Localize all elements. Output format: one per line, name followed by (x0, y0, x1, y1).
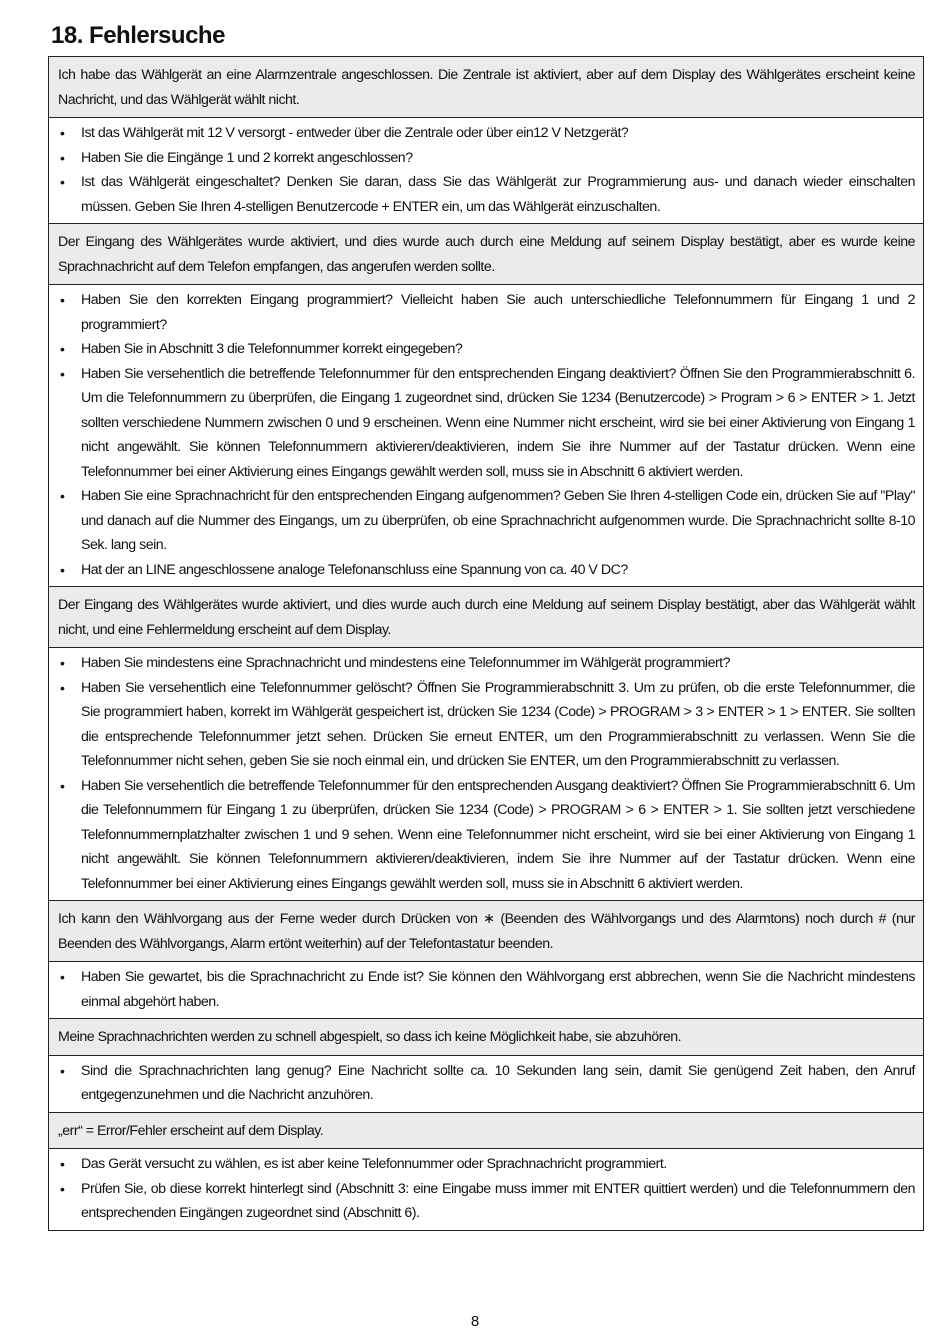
solution-list (58, 1059, 915, 1108)
solutions-row (49, 962, 923, 1019)
page-number: 8 (470, 1313, 480, 1330)
solution-item: • Hat der an LINE angeschlossene analoge Telefonanschluss eine Spannung von ca. 40 V DC? (58, 558, 915, 583)
problem-row: Ich kann den Wählvorgang aus der Ferne weder durch Drücken von ∗ (Beenden des Wählvorgangs und des Alarmtons) noch durch # (nur Beenden des Wählvorgangs, Alarm ertönt weiterhin) auf der Telefontastatur beenden. (49, 901, 923, 962)
solution-item: • Haben Sie gewartet, bis die Sprachnachricht zu Ende ist? Sie können den Wählvorgang erst abbrechen, wenn Sie die Nachricht mindestens einmal abgehört haben. (58, 965, 915, 1014)
solutions-row (49, 1056, 923, 1113)
solution-item: • Haben Sie versehentlich eine Telefonnummer gelöscht? Öffnen Sie Programmierabschnitt 3. Um zu prüfen, ob die erste Telefonnummer, die Sie programmiert haben, korrekt im Wählgerät gespeichert ist, drücken Sie 1234 (Code) > PROGRAM > 3 > ENTER > 1 > ENTER. Sie sollten die entsprechende Telefonnummer jetzt sehen. Drücken Sie erneut ENTER, um den Programmierabschnitt zu verlassen. Wenn Sie die Telefonnummer nicht sehen, geben Sie sie noch einmal ein, und drücken Sie ENTER, um den Programmierabschnitt zu verlassen. (58, 676, 915, 774)
solution-list (58, 1152, 915, 1226)
solution-item: • Ist das Wählgerät eingeschaltet? Denken Sie daran, dass Sie das Wählgerät zur Programmierung aus- und danach wieder einschalten müssen. Geben Sie Ihren 4-stelligen Benutzercode + ENTER ein, um das Wählgerät einzuschalten. (58, 170, 915, 219)
solutions-row (49, 648, 923, 901)
solutions-row (49, 1149, 923, 1231)
problem-row: „err“ = Error/Fehler erscheint auf dem Display. (49, 1113, 923, 1150)
solution-list (58, 651, 915, 896)
solution-item: • Haben Sie eine Sprachnachricht für den entsprechenden Eingang aufgenommen? Geben Sie Ihren 4-stelligen Code ein, drücken Sie auf "Play" und danach auf die Nummer des Eingangs, um zu überprüfen, ob eine Sprachnachricht aufgenommen wurde. Die Sprachnachricht sollte 8-10 Sek. lang sein. (58, 484, 915, 558)
solution-item: • Das Gerät versucht zu wählen, es ist aber keine Telefonnummer oder Sprachnachricht programmiert. (58, 1152, 915, 1177)
problem-row: Ich habe das Wählgerät an eine Alarmzentrale angeschlossen. Die Zentrale ist aktiviert, aber auf dem Display des Wählgerätes erscheint keine Nachricht, und das Wählgerät wählt nicht. (49, 57, 923, 118)
page-title: 18. Fehlersuche (51, 22, 225, 49)
problem-row: Der Eingang des Wählgerätes wurde aktiviert, und dies wurde auch durch eine Meldung auf seinem Display bestätigt, aber es wurde keine Sprachnachricht auf dem Telefon empfangen, das angerufen werden sollte. (49, 224, 923, 285)
solution-list (58, 288, 915, 582)
solution-item: • Haben Sie mindestens eine Sprachnachricht und mindestens eine Telefonnummer im Wählgerät programmiert? (58, 651, 915, 676)
solution-item: • Prüfen Sie, ob diese korrekt hinterlegt sind (Abschnitt 3: eine Eingabe muss immer mit ENTER quittiert werden) und die Telefonnummern den entsprechenden Eingängen zugeordnet sind (Abschnitt 6). (58, 1177, 915, 1226)
problem-row: Der Eingang des Wählgerätes wurde aktiviert, und dies wurde auch durch eine Meldung auf seinem Display bestätigt, aber das Wählgerät wählt nicht, und eine Fehlermeldung erscheint auf dem Display. (49, 587, 923, 648)
problem-row: Meine Sprachnachrichten werden zu schnell abgespielt, so dass ich keine Möglichkeit habe, sie abzuhören. (49, 1019, 923, 1056)
solution-list (58, 121, 915, 219)
solution-item: • Sind die Sprachnachrichten lang genug? Eine Nachricht sollte ca. 10 Sekunden lang sein, damit Sie genügend Zeit haben, den Anruf entgegenzunehmen und die Nachricht anzuhören. (58, 1059, 915, 1108)
solution-item: • Haben Sie in Abschnitt 3 die Telefonnummer korrekt eingegeben? (58, 337, 915, 362)
solutions-row (49, 285, 923, 587)
solution-item: • Ist das Wählgerät mit 12 V versorgt - entweder über die Zentrale oder über ein12 V Netzgerät? (58, 121, 915, 146)
page (48, 22, 924, 1231)
solutions-row (49, 118, 923, 224)
troubleshooting-table (48, 56, 924, 1231)
solution-list (58, 965, 915, 1014)
solution-item: • Haben Sie versehentlich die betreffende Telefonnummer für den entsprechenden Eingang deaktiviert? Öffnen Sie den Programmierabschnitt 6. Um die Telefonnummern zu überprüfen, die Eingang 1 zugeordnet sind, drücken Sie 1234 (Benutzercode) > Program > 6 > ENTER > 1. Jetzt sollten verschiedene Nummern zwischen 0 und 9 erscheinen. Wenn eine Nummer nicht erscheint, wird sie bei einer Aktivierung von Eingang 1 nicht angewählt. Sie können Telefonnummern aktivieren/deaktivieren, indem Sie ihre Nummer auf der Tastatur drücken. Wenn eine Telefonnummer bei einer Aktivierung eines Eingangs gewählt werden soll, muss sie in Abschnitt 6 aktiviert werden. (58, 362, 915, 485)
solution-item: • Haben Sie die Eingänge 1 und 2 korrekt angeschlossen? (58, 146, 915, 171)
solution-item: • Haben Sie versehentlich die betreffende Telefonnummer für den entsprechenden Ausgang deaktiviert? Öffnen Sie Programmierabschnitt 6. Um die Telefonnummern für Eingang 1 zu überprüfen, drücken Sie 1234 (Code) > PROGRAM > 6 > ENTER > 1. Sie sollten jetzt verschiedene Telefonnummernplatzhalter zwischen 1 und 9 sehen. Wenn eine Telefonnummer nicht erscheint, wird sie bei einer Aktivierung von Eingang 1 nicht angewählt. Sie können Telefonnummern aktivieren/deaktivieren, indem Sie ihre Nummer auf der Tastatur drücken. Wenn eine Telefonnummer bei einer Aktivierung eines Eingangs gewählt werden soll, muss sie in Abschnitt 6 aktiviert werden. (58, 774, 915, 897)
solution-item: • Haben Sie den korrekten Eingang programmiert? Vielleicht haben Sie auch unterschiedliche Telefonnummern für Eingang 1 und 2 programmiert? (58, 288, 915, 337)
